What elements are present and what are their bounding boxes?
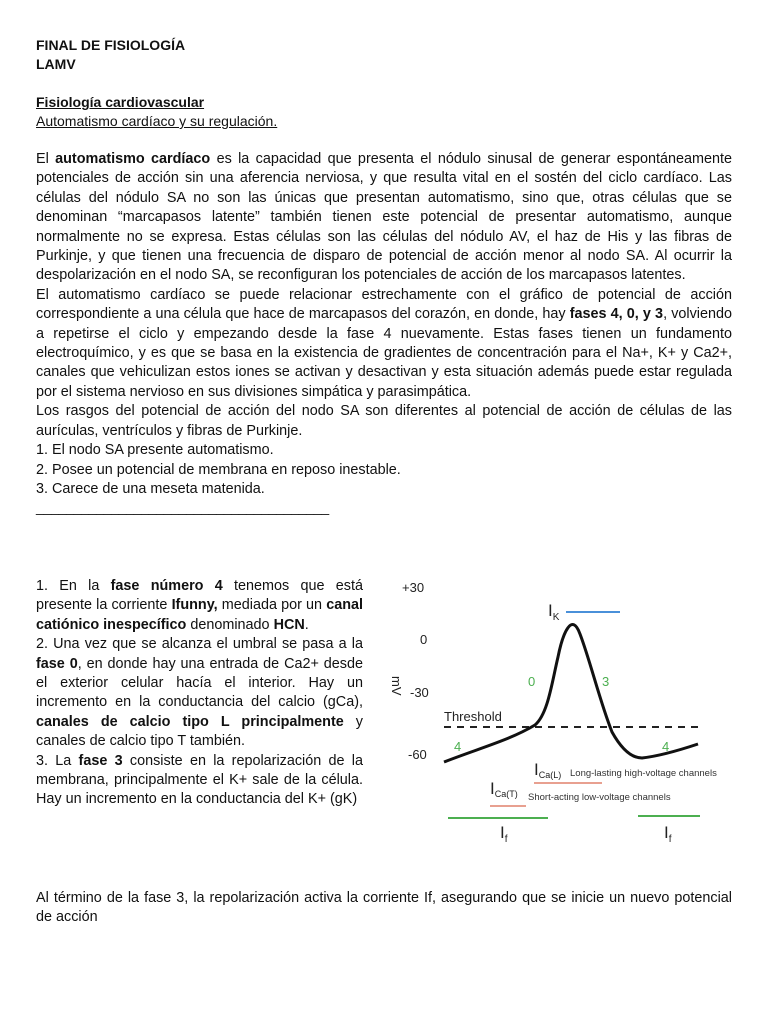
text-bold: fase número 4 [110,578,223,594]
list-item: 1. El nodo SA presente automatismo. [36,442,274,459]
phase-3-text [36,752,363,810]
doc-author: LAMV [36,56,76,72]
ytick-label: -30 [410,685,429,700]
text-bold: canal catiónico inespecífico [36,597,363,633]
ical-main: I [534,760,539,779]
p1-pre: El [36,151,56,167]
footer-paragraph [36,889,732,928]
text-span: tenemos que está presente la corriente [36,578,363,614]
y-axis-label: mV [389,676,404,696]
phase-0-text [36,635,363,751]
text-span: . [304,616,309,633]
phase-label: 4 [662,739,670,754]
p2-post: , volviendo a repetirse el ciclo y empezando desde la fase 4 nuevamente. Estas fases tienen un fundamento electroquímico, y es que se basa en la existencia de gradientes de concentración para el Na+, K+ y Ca2+, canales que vehiculizan estos iones se activan y desactivan y esta situación además puede estar regulada por el sistema nervioso en sus divisiones simpática y parasimpática. [36,306,732,400]
if-right-sub: f [668,834,672,845]
text-bold: HCN [273,616,305,633]
ik-sub: K [552,612,560,623]
text-span: , en donde hay una entrada de Ca2+ desde el exterior celular hacía el interior. Hay un incremento en la conductancia del calcio (gCa), [36,655,364,711]
list-item: 3. Carece de una meseta matenida. [36,480,265,497]
if-left-sub: f [504,834,508,845]
ytick-label: +30 [402,580,425,595]
text-bold: fase 3 [78,752,123,769]
ical-label [534,760,561,780]
list-item: 2. Posee un potencial de membrana en reposo inestable. [36,461,401,478]
if-right-main: I [664,823,669,842]
paragraph-automatismo [36,150,732,286]
phase-label: 4 [454,739,462,754]
phase-4-text [36,577,363,635]
ical-description: Long-lasting high-voltage channels [570,768,717,779]
text-span: 2. Una vez que se alcanza el umbral se pasa a la [36,636,363,653]
if-right-label [664,823,672,845]
icat-sub: Ca(T) [494,789,518,799]
p1-bold: automatismo cardíaco [55,151,211,167]
separator-line: _______________________________________ [36,500,329,517]
action-potential-figure [380,572,740,862]
phase-label: 0 [528,674,536,689]
p1-post: es la capacidad que presenta el nódulo sinusal de generar espontáneamente potenciales de acción sin una aferencia nerviosa, y que resulta vital en el sostén del ciclo cardíaco. Las células del nódulo SA no son las únicas que presentan automatismo, sino que, otras células que se denominan “marcapasos latente” también tienen este potencial de presentar automatismo, aunque normalmente no se expresa. Estas células son las células del nódulo AV, el haz de His y las fibras de Purkinje, y que tienen una frecuencia de disparo de potencial de acción menor al nodo SA. Al ocurrir la despolarización en el nodo SA, se reconfiguran los potenciales de acción de los marcapasos latentes. [36,151,732,284]
footer-text: Al término de la fase 3, la repolarización activa la corriente If, asegurando que se inicie un nuevo potencial de acción [36,890,732,926]
ytick-label: 0 [420,632,428,647]
text-span: consiste en la repolarización de la membrana, principalmente el K+ sale de la célula. Hay un incremento en la conductancia del K+ (gK) [36,752,363,808]
document-body [36,36,732,519]
p2-bold: fases 4, 0, y 3 [569,306,664,323]
paragraph-rasgos: Los rasgos del potencial de acción del nodo SA son diferentes al potencial de acción de células de las aurículas, ventrículos y fibras de Purkinje. [36,403,732,439]
if-left-main: I [500,823,505,842]
phases-column [36,577,363,810]
if-left-label [500,823,508,845]
text-span: denominado [186,616,274,633]
action-potential-svg [380,572,740,862]
ical-sub: Ca(L) [538,770,562,780]
text-span: mediada por un [217,597,327,614]
text-span: 1. En la [36,578,111,594]
text-bold: canales de calcio tipo L principalmente [36,713,344,730]
text-span: 3. La [36,752,79,769]
text-bold: fase 0 [36,655,78,672]
icat-label [490,779,518,799]
text-bold: Ifunny, [171,597,218,614]
doc-title: FINAL DE FISIOLOGÍA [36,37,186,53]
icat-main: I [490,779,495,798]
ik-main: I [548,601,553,620]
action-potential-curve [444,625,698,762]
p2-pre: El automatismo cardíaco se puede relacionar estrechamente con el gráfico de potencial de acción correspondiente a una célula que hace de marcapasos del corazón, en donde, hay [36,286,732,323]
threshold-label: Threshold [444,709,502,724]
section-heading: Fisiología cardiovascular [36,94,205,110]
section-subheading: Automatismo cardíaco y su regulación. [36,113,278,129]
paragraph-fases [36,286,732,402]
text-span: y canales de calcio tipo T también. [36,713,363,750]
ytick-label: -60 [408,747,427,762]
ik-label [548,601,560,623]
phase-label: 3 [602,674,610,689]
icat-description: Short-acting low-voltage channels [528,792,671,803]
